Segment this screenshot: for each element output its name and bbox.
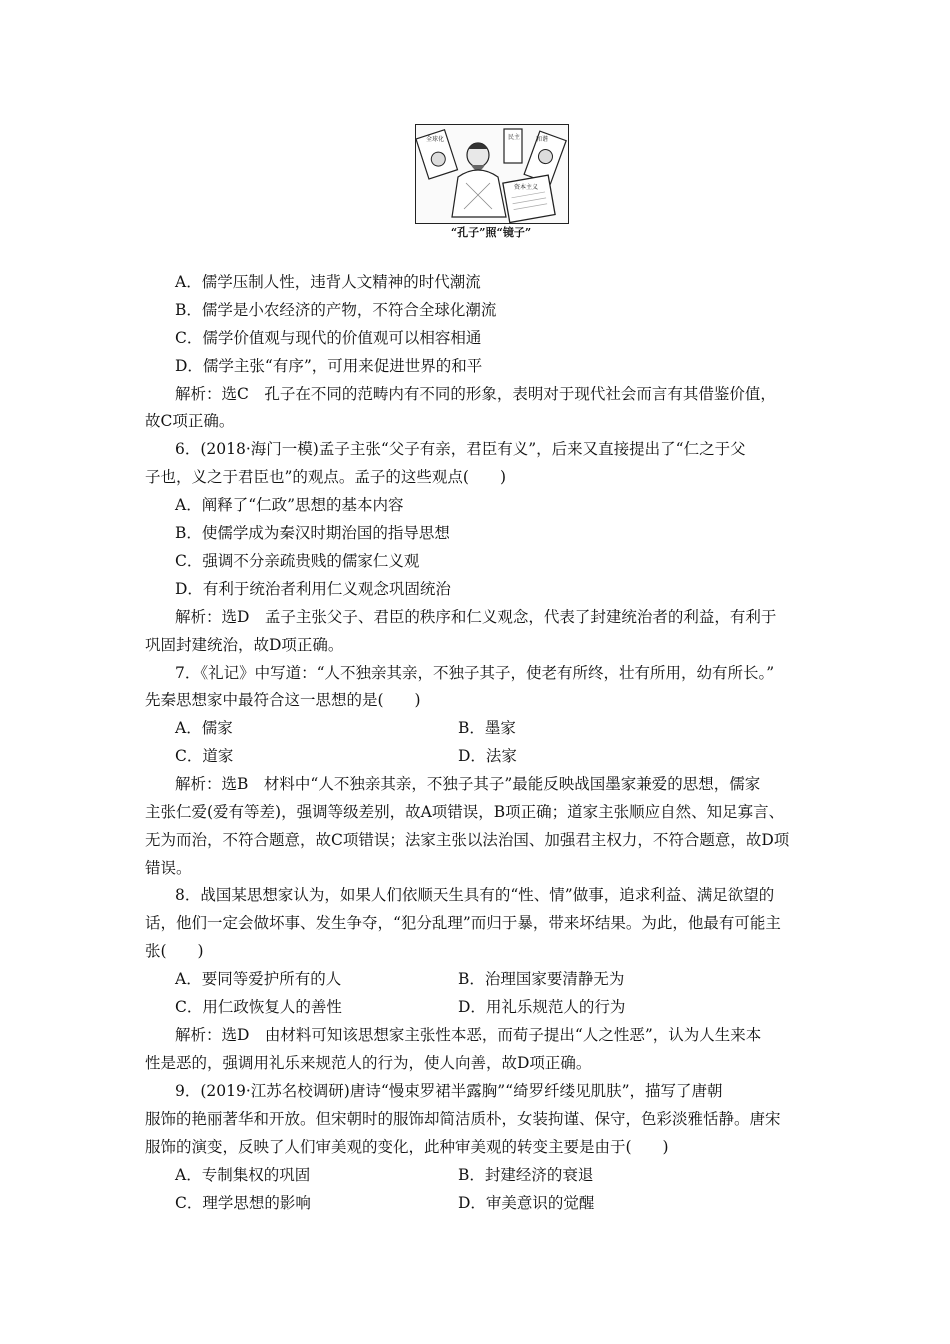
q5-answer-line-1: 解析：选C 孔子在不同的范畴内有不同的形象，表明对于现代社会而言有其借鉴价值， <box>175 385 776 403</box>
q9-option-c: C．理学思想的影响 <box>175 1194 311 1212</box>
q7-option-a: A．儒家 <box>175 719 233 737</box>
q7-answer-line-2: 主张仁爱(爱有等差)，强调等级差别，故A项错误，B项正确；道家主张顺应自然、知足寡言、 <box>145 803 785 821</box>
q7-option-b: B．墨家 <box>458 719 516 737</box>
q8-option-d: D．用礼乐规范人的行为 <box>458 998 626 1016</box>
cartoon-illustration <box>416 125 568 223</box>
q7-answer-line-3: 无为而治，不符合题意，故C项错误；法家主张以法治国、加强君主权力，不符合题意，故D项 <box>145 831 790 849</box>
q6-stem-line-2: 子也，义之于君臣也”的观点。孟子的这些观点( ) <box>145 468 507 486</box>
q5-option-d: D．儒学主张“有序”，可用来促进世界的和平 <box>175 357 483 375</box>
q9-stem-line-2: 服饰的艳丽著华和开放。但宋朝时的服饰却简洁质朴，女装拘谨、保守，色彩淡雅恬静。唐宋 <box>145 1110 781 1128</box>
q6-option-c: C．强调不分亲疏贵贱的儒家仁义观 <box>175 552 420 570</box>
q8-stem-line-2: 话，他们一定会做坏事、发生争夺，“犯分乱理”而归于暴，带来坏结果。为此，他最有可能主 <box>145 914 781 932</box>
q8-option-b: B．治理国家要清静无为 <box>458 970 625 988</box>
mirror-label-harmony: 和谐 <box>536 136 549 143</box>
q7-answer-line-4: 错误。 <box>145 859 192 877</box>
q6-option-a: A．阐释了“仁政”思想的基本内容 <box>175 496 404 514</box>
q7-stem-line-1: 7．《礼记》中写道：“人不独亲其亲，不独子其子，使老有所终，壮有所用，幼有所长。” <box>175 664 775 682</box>
q6-stem-line-1: 6．(2018·海门一模)孟子主张“父子有亲，君臣有义”，后来又直接提出了“仁之于父 <box>175 440 746 458</box>
q5-option-c: C．儒学价值观与现代的价值观可以相容相通 <box>175 329 482 347</box>
q6-option-b: B．使儒学成为秦汉时期治国的指导思想 <box>175 524 450 542</box>
q5-answer-line-2: 故C项正确。 <box>145 412 235 430</box>
q9-stem-line-1: 9．(2019·江苏名校调研)唐诗“慢束罗裙半露胸”“绮罗纤缕见肌肤”，描写了唐朝 <box>175 1082 723 1100</box>
q7-stem-line-2: 先秦思想家中最符合这一思想的是( ) <box>145 691 421 709</box>
q8-answer-line-1: 解析：选D 由材料可知该思想家主张性本恶，而荀子提出“人之性恶”，认为人生来本 <box>175 1026 762 1044</box>
q5-option-b: B．儒学是小农经济的产物，不符合全球化潮流 <box>175 301 497 319</box>
q8-option-c: C．用仁政恢复人的善性 <box>175 998 342 1016</box>
q9-stem-line-3: 服饰的演变，反映了人们审美观的变化，此种审美观的转变主要是由于( ) <box>145 1138 669 1156</box>
q7-answer-line-1: 解析：选B 材料中“人不独亲其亲，不独子其子”最能反映战国墨家兼爱的思想，儒家 <box>175 775 761 793</box>
mirror-label-globalization: 全球化 <box>426 136 445 143</box>
figure-caption: “孔子”照“镜子” <box>450 226 532 239</box>
q8-stem-line-3: 张( ) <box>145 942 204 960</box>
q8-answer-line-2: 性是恶的，强调用礼乐来规范人的行为，使人向善，故D项正确。 <box>145 1054 592 1072</box>
q6-option-d: D．有利于统治者利用仁义观念巩固统治 <box>175 580 451 598</box>
q5-option-a: A．儒学压制人性，违背人文精神的时代潮流 <box>175 273 481 291</box>
q9-option-a: A．专制集权的巩固 <box>175 1166 311 1184</box>
q8-option-a: A．要同等爱护所有的人 <box>175 970 342 988</box>
q7-option-c: C．道家 <box>175 747 234 765</box>
q7-option-d: D．法家 <box>458 747 517 765</box>
q6-answer-line-2: 巩固封建统治，故D项正确。 <box>145 636 344 654</box>
q8-stem-line-1: 8．战国某思想家认为，如果人们依顺天生具有的“性、情”做事，追求利益、满足欲望的 <box>175 886 775 904</box>
mirror-label-capitalism: 资本主义 <box>514 184 539 191</box>
q9-option-d: D．审美意识的觉醒 <box>458 1194 595 1212</box>
mirror-label-democracy: 民主 <box>508 134 521 141</box>
q9-option-b: B．封建经济的衰退 <box>458 1166 594 1184</box>
q6-answer-line-1: 解析：选D 孟子主张父子、君臣的秩序和仁义观念，代表了封建统治者的利益，有利于 <box>175 608 777 626</box>
confucius-mirror-cartoon <box>415 124 569 224</box>
